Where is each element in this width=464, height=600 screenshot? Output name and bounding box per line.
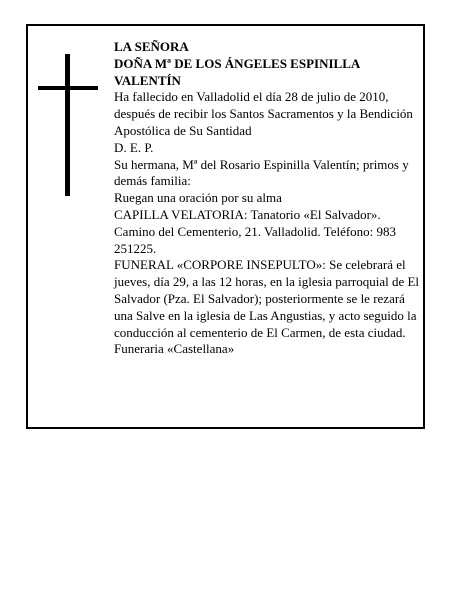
funeral-home: Funeraria «Castellana» — [114, 341, 235, 357]
funeral-info: FUNERAL «CORPORE INSEPULTO»: Se celebrará el jueves, día 29, a las 12 horas, en la iglesia parroquial de El Salvador (Pza. El Salvador); posteriormente se le rezará una Salve en la iglesia de Las Angustias, y acto seguido la conducción al cementerio de El Carmen, de esta ciudad. — [114, 257, 420, 340]
family-line: Su hermana, Mª del Rosario Espinilla Valentín; primos y demás familia: — [114, 156, 409, 189]
obituary-text — [114, 39, 422, 358]
death-info: Ha fallecido en Valladolid el día 28 de julio de 2010, después de recibir los Santos Sacramentos y la Bendición Apostólica de Su Santidad — [114, 89, 413, 138]
chapel-info: CAPILLA VELATORIA: Tanatorio «El Salvador». Camino del Cementerio, 21. Valladolid. Teléfono: 983 251225. — [114, 206, 397, 256]
deceased-name: DOÑA Mª DE LOS ÁNGELES ESPINILLA VALENTÍN — [114, 55, 360, 88]
cross-vertical-bar — [65, 54, 70, 196]
cross-icon — [38, 54, 98, 196]
cross-horizontal-bar — [38, 86, 98, 90]
prayer-request: Ruegan una oración por su alma — [114, 190, 282, 206]
dep-line: D. E. P. — [114, 139, 154, 155]
title-line: LA SEÑORA — [114, 39, 189, 54]
